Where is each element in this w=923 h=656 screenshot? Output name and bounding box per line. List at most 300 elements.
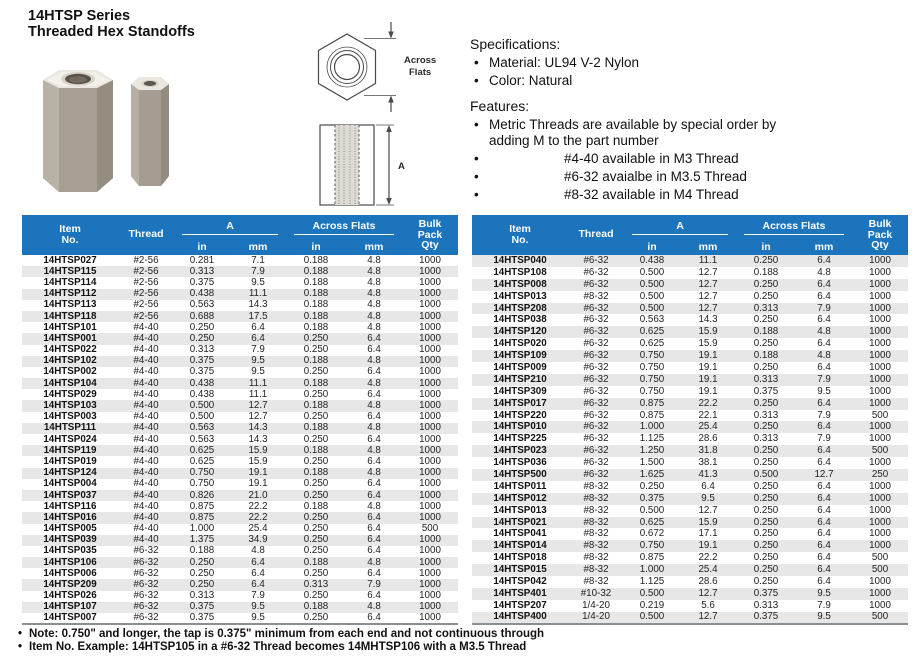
value-cell: 1000 — [419, 310, 441, 322]
value-cell: 6.4 — [817, 516, 831, 528]
value-cell: 15.9 — [248, 456, 268, 467]
item-no-cell: 14HTSP102 — [43, 355, 97, 367]
item-no-cell: 14HTSP026 — [43, 590, 97, 602]
col-header-item-no: Item No. — [22, 215, 118, 255]
value-cell: 17.5 — [248, 310, 268, 322]
value-cell: 1000 — [869, 362, 891, 373]
value-cell: 12.7 — [698, 611, 718, 623]
footnotes — [18, 628, 544, 654]
value-cell: 12.7 — [248, 411, 268, 423]
col-header-af-in: in — [736, 240, 796, 255]
value-cell: 0.250 — [753, 552, 779, 564]
value-cell: 6.4 — [367, 456, 381, 467]
col-header-thread: Thread — [118, 215, 174, 255]
value-cell: 0.826 — [189, 489, 215, 501]
value-cell: 0.375 — [189, 355, 215, 367]
value-cell: 28.6 — [698, 576, 718, 587]
table-row — [472, 350, 908, 362]
value-cell: 0.500 — [189, 400, 215, 412]
value-cell: 0.250 — [303, 568, 329, 579]
value-cell: 19.1 — [248, 467, 268, 479]
value-cell: 12.7 — [814, 469, 834, 480]
value-cell: 4.8 — [367, 322, 381, 333]
table-row — [22, 579, 458, 590]
value-cell: 1000 — [419, 266, 441, 277]
value-cell: 0.250 — [189, 322, 215, 333]
table-row — [472, 362, 908, 374]
value-cell: 1000 — [869, 385, 891, 397]
value-cell: 11.1 — [248, 378, 268, 389]
value-cell: 6.4 — [367, 478, 381, 490]
value-cell: #6-32 — [583, 338, 609, 350]
value-cell: 1000 — [419, 422, 441, 434]
value-cell: #2-56 — [133, 288, 159, 300]
table-row — [472, 279, 908, 291]
standoffs-table-left — [22, 215, 458, 625]
value-cell: 0.188 — [303, 378, 329, 389]
col-header-bulk-pack-qty: Bulk Pack Qty — [852, 215, 908, 255]
value-cell: 0.250 — [303, 389, 329, 400]
col-header-across-flats: Across Flats — [286, 215, 402, 240]
value-cell: 4.8 — [367, 277, 381, 288]
value-cell: 0.563 — [189, 422, 215, 434]
value-cell: 6.4 — [367, 534, 381, 546]
table-header — [22, 215, 458, 255]
value-cell: #4-40 — [133, 366, 159, 378]
value-cell: 0.250 — [753, 480, 779, 492]
col-header-across-flats: Across Flats — [736, 215, 852, 240]
value-cell: 0.219 — [639, 599, 665, 611]
value-cell: 1000 — [419, 613, 441, 624]
value-cell: 4.8 — [367, 601, 381, 613]
value-cell: 6.4 — [817, 290, 831, 302]
value-cell: 11.1 — [698, 255, 718, 266]
table-row — [22, 445, 458, 456]
value-cell: 6.4 — [817, 421, 831, 433]
note-line: • Note: 0.750" and longer, the tap is 0.375" minimum from each end and not continuous through — [18, 628, 544, 641]
value-cell: 0.500 — [639, 266, 665, 278]
value-cell: 15.9 — [248, 445, 268, 456]
value-cell: 6.4 — [817, 362, 831, 373]
feature-item: • Metric Threads are available by special order by adding M to the part number — [470, 117, 800, 149]
col-header-af-mm: mm — [796, 240, 852, 255]
value-cell: 0.250 — [753, 314, 779, 326]
value-cell: 1000 — [419, 378, 441, 389]
value-cell: 1000 — [869, 576, 891, 587]
table-row — [472, 588, 908, 600]
value-cell: 0.563 — [189, 434, 215, 445]
item-no-cell: 14HTSP013 — [493, 290, 547, 302]
item-no-cell: 14HTSP112 — [43, 288, 97, 300]
value-cell: 14.3 — [248, 434, 268, 445]
value-cell: 500 — [871, 409, 889, 421]
standoff-small — [131, 77, 169, 186]
value-cell: 1000 — [869, 266, 891, 278]
value-cell: 0.250 — [753, 576, 779, 587]
value-cell: 0.250 — [303, 366, 329, 378]
value-cell: #6-32 — [133, 545, 159, 557]
value-cell: 19.1 — [698, 540, 718, 552]
item-no-cell: 14HTSP220 — [493, 409, 547, 421]
value-cell: 0.875 — [639, 552, 665, 564]
value-cell: 6.4 — [251, 568, 265, 579]
value-cell: 1000 — [419, 489, 441, 501]
value-cell: #4-40 — [133, 512, 159, 523]
value-cell: 0.188 — [303, 322, 329, 333]
value-cell: 0.188 — [303, 299, 329, 311]
table-row — [22, 479, 458, 490]
table-row — [22, 412, 458, 423]
value-cell: 7.1 — [251, 255, 265, 266]
value-cell: #6-32 — [583, 433, 609, 445]
item-no-cell: 14HTSP021 — [493, 516, 547, 528]
value-cell: 7.9 — [817, 599, 831, 611]
value-cell: 19.1 — [698, 385, 718, 397]
value-cell: 0.500 — [639, 302, 665, 314]
value-cell: 500 — [421, 523, 439, 535]
col-header-a: A — [624, 215, 736, 240]
item-no-cell: 14HTSP209 — [43, 579, 97, 591]
value-cell: 0.625 — [189, 456, 215, 467]
value-cell: 6.4 — [817, 528, 831, 540]
value-cell: 0.250 — [753, 540, 779, 552]
value-cell: 0.375 — [189, 601, 215, 613]
value-cell: 6.4 — [367, 523, 381, 535]
value-cell: #4-40 — [133, 445, 159, 456]
value-cell: #4-40 — [133, 355, 159, 367]
table-row — [472, 338, 908, 350]
spec-item: • Color: Natural — [470, 73, 890, 89]
value-cell: 0.313 — [753, 433, 779, 445]
value-cell: #6-32 — [583, 409, 609, 421]
item-no-cell: 14HTSP225 — [493, 433, 547, 445]
value-cell: 6.4 — [817, 492, 831, 504]
value-cell: #8-32 — [583, 516, 609, 528]
item-no-cell: 14HTSP106 — [43, 557, 97, 568]
value-cell: 0.250 — [303, 333, 329, 344]
value-cell: 0.250 — [753, 528, 779, 540]
feature-item: • #4-40 available in M3 Thread — [470, 151, 890, 167]
table-body — [22, 255, 458, 624]
value-cell: 1.000 — [639, 564, 665, 576]
table-row — [22, 356, 458, 367]
value-cell: 0.500 — [639, 278, 665, 290]
value-cell: #4-40 — [133, 422, 159, 434]
value-cell: #6-32 — [133, 601, 159, 613]
value-cell: 0.250 — [189, 568, 215, 579]
item-no-cell: 14HTSP103 — [43, 400, 97, 412]
standoffs-table-right — [472, 215, 908, 625]
value-cell: 9.5 — [701, 492, 715, 504]
value-cell: 1000 — [869, 338, 891, 350]
item-no-cell: 14HTSP003 — [43, 411, 97, 423]
value-cell: 0.875 — [189, 512, 215, 523]
table-row — [22, 501, 458, 512]
table-row — [472, 291, 908, 303]
value-cell: 0.438 — [189, 378, 215, 389]
value-cell: 4.8 — [367, 445, 381, 456]
value-cell: 14.3 — [698, 314, 718, 326]
value-cell: 1000 — [419, 467, 441, 479]
value-cell: 7.9 — [817, 302, 831, 314]
value-cell: 0.313 — [189, 344, 215, 356]
value-cell: 0.875 — [639, 397, 665, 409]
value-cell: #2-56 — [133, 255, 159, 266]
item-no-cell: 14HTSP020 — [493, 338, 547, 350]
value-cell: 6.4 — [817, 338, 831, 350]
value-cell: 4.8 — [367, 266, 381, 277]
value-cell: 0.250 — [753, 255, 779, 266]
value-cell: 0.250 — [639, 480, 665, 492]
value-cell: 0.250 — [303, 545, 329, 557]
value-cell: 6.4 — [817, 552, 831, 564]
table-row — [472, 493, 908, 505]
value-cell: 0.672 — [639, 528, 665, 540]
item-no-cell: 14HTSP036 — [493, 457, 547, 469]
a-dimension-label: A — [398, 161, 405, 172]
value-cell: 1.125 — [639, 576, 665, 587]
table-row — [22, 557, 458, 568]
item-no-cell: 14HTSP029 — [43, 389, 97, 400]
value-cell: 6.4 — [817, 278, 831, 290]
value-cell: 6.4 — [817, 457, 831, 469]
value-cell: 0.313 — [303, 579, 329, 591]
value-cell: 1000 — [869, 480, 891, 492]
note-line: • Item No. Example: 14HTSP105 in a #6-32 Thread becomes 14MHTSP106 with a M3.5 Thread — [18, 641, 544, 654]
hex-top-view — [319, 22, 397, 112]
value-cell: 1000 — [869, 457, 891, 469]
item-no-cell: 14HTSP108 — [493, 266, 547, 278]
table-row — [472, 481, 908, 493]
value-cell: #6-32 — [583, 469, 609, 480]
value-cell: 0.188 — [303, 255, 329, 266]
value-cell: 0.188 — [189, 545, 215, 557]
value-cell: 1000 — [419, 277, 441, 288]
value-cell: 6.4 — [251, 322, 265, 333]
item-no-cell: 14HTSP401 — [493, 587, 547, 599]
item-no-cell: 14HTSP015 — [493, 564, 547, 576]
table-row — [472, 528, 908, 540]
specifications-list — [470, 55, 890, 89]
table-row — [22, 255, 458, 266]
item-no-cell: 14HTSP500 — [493, 469, 547, 480]
value-cell: 1000 — [419, 534, 441, 546]
col-header-item-no: Item No. — [472, 215, 568, 255]
table-row — [22, 613, 458, 624]
value-cell: 0.188 — [303, 277, 329, 288]
value-cell: 11.1 — [248, 288, 268, 300]
value-cell: #6-32 — [583, 350, 609, 362]
table-row — [472, 564, 908, 576]
table-row — [472, 505, 908, 517]
value-cell: 4.8 — [367, 422, 381, 434]
table-row — [22, 322, 458, 333]
value-cell: 1000 — [419, 389, 441, 400]
table-row — [22, 456, 458, 467]
value-cell: 0.250 — [303, 613, 329, 624]
value-cell: 0.250 — [303, 512, 329, 523]
value-cell: 5.6 — [701, 599, 715, 611]
item-no-cell: 14HTSP124 — [43, 467, 97, 479]
value-cell: 0.188 — [303, 445, 329, 456]
table-row — [472, 386, 908, 398]
value-cell: 0.750 — [639, 385, 665, 397]
value-cell: 0.250 — [753, 564, 779, 576]
table-row — [472, 600, 908, 612]
value-cell: 17.1 — [698, 528, 718, 540]
value-cell: 0.375 — [753, 611, 779, 623]
value-cell: 0.313 — [189, 266, 215, 277]
value-cell: 0.250 — [753, 457, 779, 469]
value-cell: 0.250 — [303, 344, 329, 356]
value-cell: 4.8 — [367, 467, 381, 479]
value-cell: #4-40 — [133, 434, 159, 445]
table-row — [472, 410, 908, 422]
item-no-cell: 14HTSP035 — [43, 545, 97, 557]
value-cell: 0.250 — [753, 445, 779, 457]
value-cell: 7.9 — [367, 579, 381, 591]
value-cell: 34.9 — [248, 534, 268, 546]
table-row — [472, 267, 908, 279]
value-cell: 0.250 — [753, 397, 779, 409]
value-cell: 6.4 — [817, 576, 831, 587]
item-no-cell: 14HTSP101 — [43, 322, 97, 333]
value-cell: 9.5 — [251, 366, 265, 378]
item-no-cell: 14HTSP104 — [43, 378, 97, 389]
value-cell: 1000 — [869, 540, 891, 552]
item-no-cell: 14HTSP118 — [43, 310, 97, 322]
value-cell: 25.4 — [698, 564, 718, 576]
value-cell: 19.1 — [698, 373, 718, 385]
value-cell: 0.188 — [303, 557, 329, 568]
value-cell: 1000 — [869, 587, 891, 599]
value-cell: #10-32 — [580, 587, 612, 599]
features-list — [470, 117, 890, 203]
value-cell: 6.4 — [367, 434, 381, 445]
value-cell: 1000 — [869, 255, 891, 266]
item-no-cell: 14HTSP400 — [493, 611, 547, 623]
table-row — [472, 303, 908, 315]
value-cell: 1000 — [419, 400, 441, 412]
item-no-cell: 14HTSP022 — [43, 344, 97, 356]
value-cell: #4-40 — [133, 378, 159, 389]
value-cell: 0.188 — [303, 310, 329, 322]
feature-item: • #8-32 available in M4 Thread — [470, 187, 890, 203]
value-cell: 4.8 — [367, 355, 381, 367]
value-cell: 4.8 — [817, 266, 831, 278]
table-row — [22, 535, 458, 546]
table-row — [472, 517, 908, 529]
table-row — [22, 266, 458, 277]
value-cell: 0.250 — [303, 590, 329, 602]
value-cell: 6.4 — [701, 480, 715, 492]
value-cell: 19.1 — [248, 478, 268, 490]
value-cell: 7.9 — [251, 344, 265, 356]
value-cell: 41.3 — [698, 469, 718, 480]
value-cell: 4.8 — [367, 501, 381, 512]
value-cell: #8-32 — [583, 492, 609, 504]
item-no-cell: 14HTSP009 — [493, 362, 547, 373]
standoff-large — [43, 70, 113, 192]
value-cell: 0.250 — [303, 434, 329, 445]
value-cell: 15.9 — [698, 338, 718, 350]
product-photo — [35, 60, 220, 202]
value-cell: 0.250 — [303, 478, 329, 490]
value-cell: 0.188 — [303, 501, 329, 512]
value-cell: 4.8 — [251, 545, 265, 557]
value-cell: 6.4 — [367, 333, 381, 344]
value-cell: 0.250 — [753, 492, 779, 504]
value-cell: 4.8 — [367, 378, 381, 389]
value-cell: 0.250 — [753, 278, 779, 290]
table-row — [22, 367, 458, 378]
value-cell: 0.313 — [753, 599, 779, 611]
item-no-cell: 14HTSP107 — [43, 601, 97, 613]
value-cell: 7.9 — [817, 433, 831, 445]
col-header-a-mm: mm — [230, 240, 286, 255]
table-row — [472, 612, 908, 624]
table-row — [22, 300, 458, 311]
value-cell: 500 — [871, 611, 889, 623]
value-cell: #4-40 — [133, 478, 159, 490]
value-cell: 1000 — [869, 290, 891, 302]
value-cell: 1.375 — [189, 534, 215, 546]
item-no-cell: 14HTSP027 — [43, 255, 97, 266]
table-row — [22, 277, 458, 288]
value-cell: 0.250 — [189, 579, 215, 591]
value-cell: 22.2 — [248, 501, 268, 512]
value-cell: 0.250 — [303, 534, 329, 546]
value-cell: 6.4 — [817, 314, 831, 326]
value-cell: 0.625 — [639, 516, 665, 528]
value-cell: 15.9 — [698, 326, 718, 338]
value-cell: 1000 — [419, 545, 441, 557]
value-cell: 12.7 — [698, 587, 718, 599]
table-row — [22, 345, 458, 356]
item-no-cell: 14HTSP012 — [493, 492, 547, 504]
value-cell: 0.188 — [303, 601, 329, 613]
value-cell: #2-56 — [133, 310, 159, 322]
table-row — [22, 546, 458, 557]
value-cell: 1.000 — [639, 421, 665, 433]
value-cell: 0.875 — [189, 501, 215, 512]
value-cell: 6.4 — [367, 613, 381, 624]
value-cell: 0.250 — [303, 411, 329, 423]
value-cell: 1000 — [419, 366, 441, 378]
item-no-cell: 14HTSP001 — [43, 333, 97, 344]
value-cell: 0.250 — [303, 523, 329, 535]
value-cell: 6.4 — [367, 366, 381, 378]
value-cell: 0.375 — [189, 366, 215, 378]
table-row — [22, 602, 458, 613]
value-cell: 1/4-20 — [582, 611, 610, 623]
value-cell: 1000 — [869, 350, 891, 362]
table-row — [22, 423, 458, 434]
item-no-cell: 14HTSP038 — [493, 314, 547, 326]
table-row — [22, 434, 458, 445]
value-cell: 0.375 — [753, 385, 779, 397]
specifications-heading: Specifications: — [470, 36, 561, 52]
value-cell: 6.4 — [817, 480, 831, 492]
item-no-cell: 14HTSP207 — [493, 599, 547, 611]
table-row — [472, 445, 908, 457]
item-no-cell: 14HTSP109 — [493, 350, 547, 362]
value-cell: 12.7 — [698, 266, 718, 278]
value-cell: #8-32 — [583, 290, 609, 302]
item-no-cell: 14HTSP113 — [43, 299, 97, 311]
value-cell: 4.8 — [367, 557, 381, 568]
table-body — [472, 255, 908, 624]
